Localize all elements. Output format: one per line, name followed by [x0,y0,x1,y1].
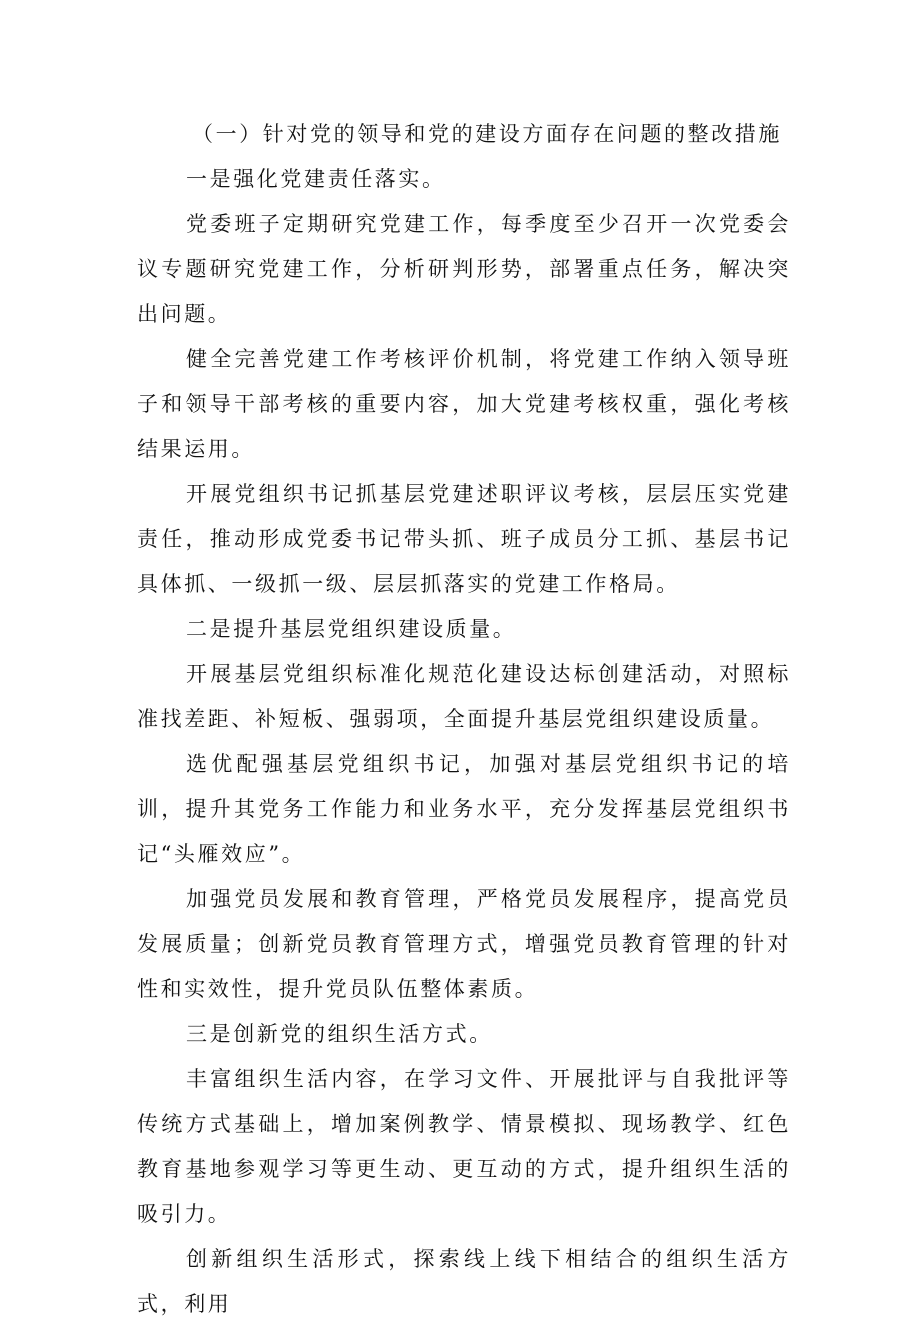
paragraph: 丰富组织生活内容，在学习文件、开展批评与自我批评等传统方式基础上，增加案例教学、情景模拟、现场教学、红色教育基地参观学习等更生动、更互动的方式，提升组织生活的吸引力。 [137,1067,791,1226]
paragraph: 加强党员发展和教育管理，严格党员发展程序，提高党员发展质量；创新党员教育管理方式，增强党员教育管理的针对性和实效性，提升党员队伍整体素质。 [137,887,791,1001]
paragraph-subheading-2: 二是提升基层党组织建设质量。 [186,617,517,641]
paragraph: 开展基层党组织标准化规范化建设达标创建活动，对照标准找差距、补短板、强弱项，全面提升基层党组织建设质量。 [137,662,791,731]
paragraph-subheading-1: 一是强化党建责任落实。 [186,167,446,191]
paragraph: 创新组织生活形式，探索线上线下相结合的组织生活方式，利用 [137,1247,791,1316]
paragraph: 选优配强基层党组织书记，加强对基层党组织书记的培训，提升其党务工作能力和业务水平，充分发挥基层党组织书记“头雁效应”。 [137,752,791,866]
paragraph: 党委班子定期研究党建工作，每季度至少召开一次党委会议专题研究党建工作，分析研判形势，部署重点任务，解决突出问题。 [137,212,791,326]
document-body [137,112,791,1327]
paragraph: 健全完善党建工作考核评价机制，将党建工作纳入领导班子和领导干部考核的重要内容，加大党建考核权重，强化考核结果运用。 [137,347,791,461]
paragraph-subheading-3: 三是创新党的组织生活方式。 [186,1022,493,1046]
paragraph: 开展党组织书记抓基层党建述职评议考核，层层压实党建责任，推动形成党委书记带头抓、班子成员分工抓、基层书记具体抓、一级抓一级、层层抓落实的党建工作格局。 [137,482,791,596]
section-heading: （一）针对党的领导和党的建设方面存在问题的整改措施 [192,122,782,146]
